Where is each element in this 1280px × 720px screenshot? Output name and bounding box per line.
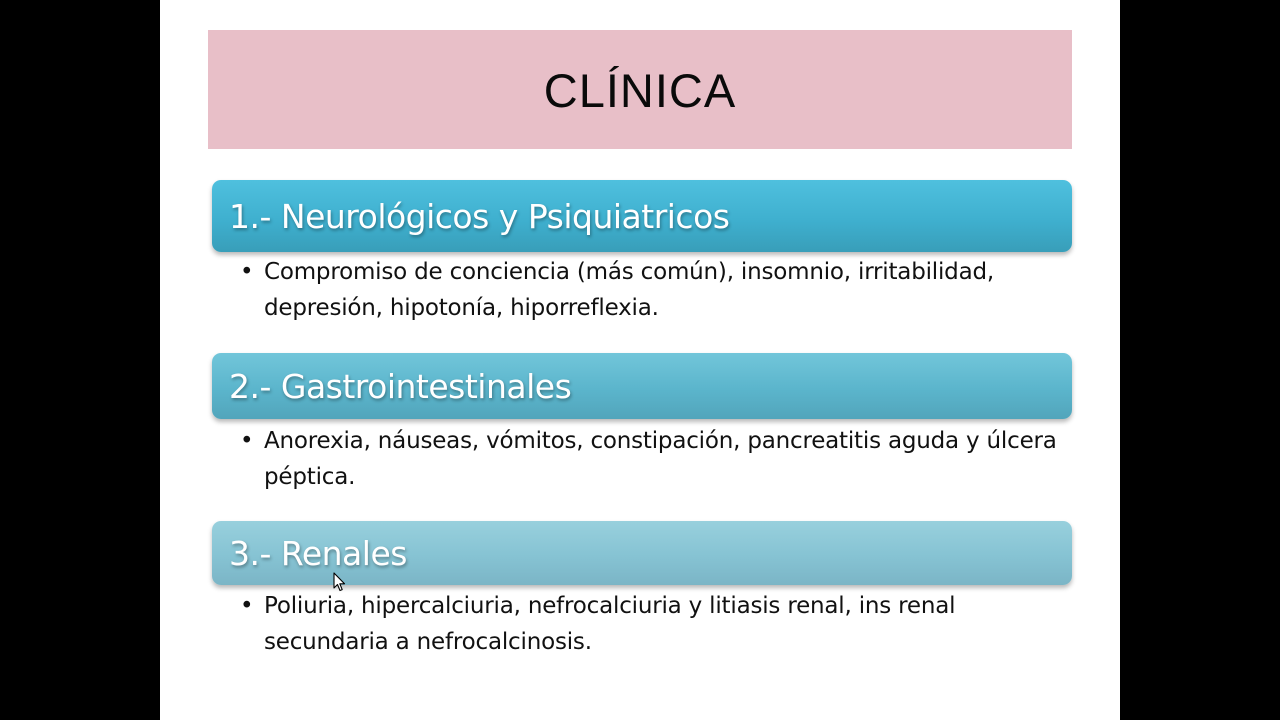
title-band (208, 30, 1072, 149)
bullet-text: Compromiso de conciencia (más común), insomnio, irritabilidad, depresión, hipotonía, hiporreflexia. (264, 259, 994, 321)
bullet-dot-icon: • (240, 428, 254, 454)
bullet-item-neurologicos (240, 254, 1060, 326)
section-header-neurologicos (212, 180, 1072, 252)
bullet-dot-icon: • (240, 259, 254, 285)
section-heading-label: 3.- Renales (229, 533, 407, 573)
bullet-item-gastrointestinales (240, 423, 1060, 495)
section-header-gastrointestinales (212, 353, 1072, 419)
bullet-text: Poliuria, hipercalciuria, nefrocalciuria y litiasis renal, ins renal secundaria a nefrocalcinosis. (264, 593, 956, 655)
slide-title: CLÍNICA (543, 64, 737, 117)
bullet-text: Anorexia, náuseas, vómitos, constipación, pancreatitis aguda y úlcera péptica. (264, 428, 1057, 490)
presentation-slide (160, 0, 1120, 720)
section-heading-label: 1.- Neurológicos y Psiquiatricos (229, 196, 730, 236)
bullet-item-renales (240, 588, 1060, 660)
bullet-dot-icon: • (240, 593, 254, 619)
section-heading-label: 2.- Gastrointestinales (229, 366, 572, 406)
mouse-pointer-icon (333, 572, 347, 592)
